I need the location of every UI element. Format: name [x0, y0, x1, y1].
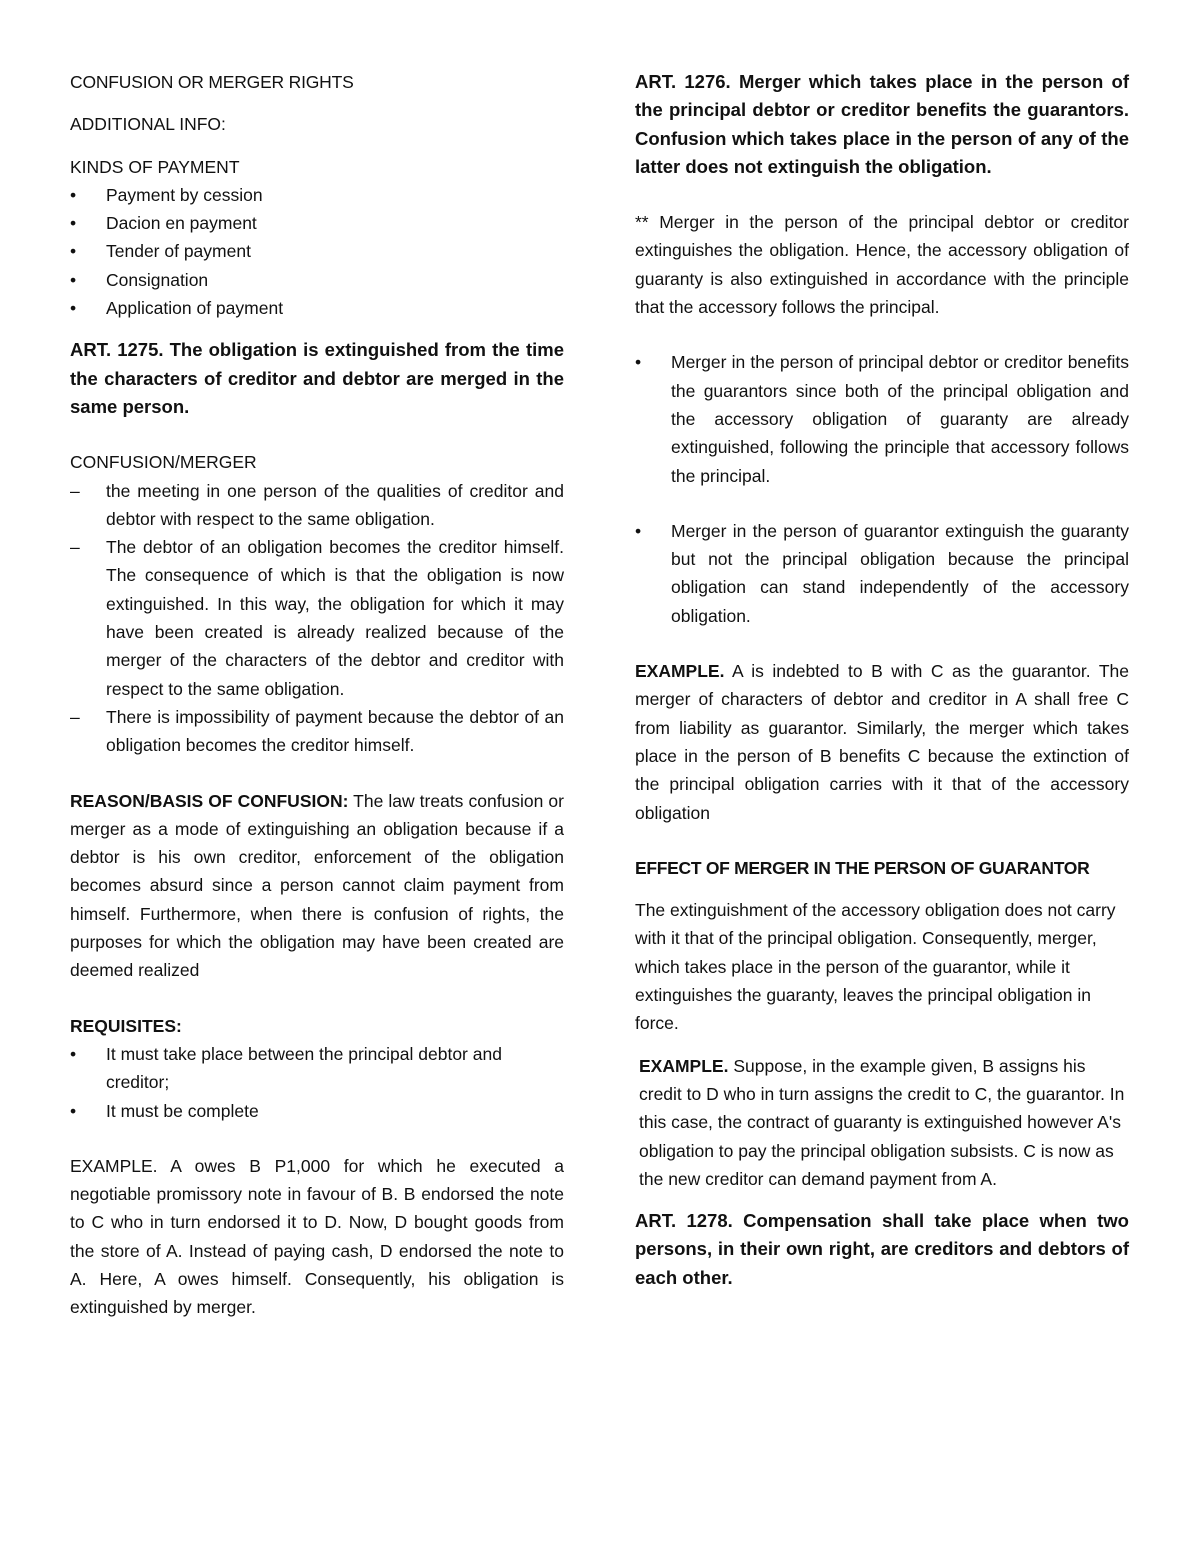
example-text: A is indebted to B with C as the guarantor. The merger of characters of debtor and creditor in A shall free C from liability as guarantor. Similarly, the merger which takes place in the person of B benefits C because the extinction of the principal obligation carries with it that of the accessory obligation [635, 661, 1129, 823]
list-item: • It must be complete [70, 1097, 564, 1125]
list-item: – The debtor of an obligation becomes the creditor himself. The consequence of which is that the obligation is now extinguished. In this way, the obligation for which it may have been created is already realized because of the merger of the characters of the debtor and creditor with respect to the same obligation. [70, 533, 564, 703]
example-paragraph: EXAMPLE. A owes B P1,000 for which he executed a negotiable promissory note in favour of B. B endorsed the note to C who in turn endorsed it to D. Now, D bought goods from the store of A. Instead of paying cash, D endorsed the note to A. Here, A owes himself. Consequently, his obligation is extinguished by merger. [70, 1155, 564, 1318]
example-text: Suppose, in the example given, B assigns his credit to D who in turn assigns the credit to C, the guarantor. In this case, the contract of guaranty is extinguished however A's obligation to pay the principal obligation subsists. C is now as the new creditor can demand payment from A. [639, 1055, 1125, 1189]
requisites-heading: REQUISITES: [70, 1015, 182, 1036]
merger-bullet-1 [635, 348, 1129, 489]
effect-heading: EFFECT OF MERGER IN THE PERSON OF GUARANTOR [635, 857, 1090, 878]
reason-label: REASON/BASIS OF CONFUSION: [70, 790, 349, 811]
example-label: EXAMPLE. [635, 661, 725, 682]
list-item: • Payment by cession [70, 181, 564, 209]
list-item: – the meeting in one person of the qualities of creditor and debtor with respect to the same obligation. [70, 477, 564, 534]
effect-paragraph: The extinguishment of the accessory obligation does not carry with it that of the principal obligation. Consequently, merger, which takes place in the person of the guarantor, while it extinguishes the guaranty, leaves the principal obligation in force. [635, 900, 1116, 1034]
merger-note: ** Merger in the person of the principal debtor or creditor extinguishes the obligation. Hence, the accessory obligation of guaranty is also extinguished in accordance with the principle that the accessory follows the principal. [635, 212, 1129, 318]
merger-bullet-2 [635, 517, 1129, 630]
list-item: – There is impossibility of payment because the debtor of an obligation becomes the creditor himself. [70, 703, 564, 760]
list-item: • Dacion en payment [70, 209, 564, 237]
right-column [635, 68, 1129, 1292]
reason-paragraph [70, 787, 564, 985]
list-item: • Merger in the person of guarantor extinguish the guaranty but not the principal obligation because the principal obligation can stand independently of the accessory obligation. [635, 517, 1129, 630]
article-1278: ART. 1278. Compensation shall take place when two persons, in their own right, are creditors and debtors of each other. [635, 1210, 1129, 1288]
additional-info-heading: ADDITIONAL INFO: [70, 114, 226, 135]
confusion-merger-list [70, 477, 564, 760]
left-column [70, 68, 564, 1322]
kinds-of-payment-list [70, 181, 564, 322]
example-assignment-paragraph [635, 1052, 1129, 1193]
example-label: EXAMPLE. [639, 1055, 729, 1076]
confusion-merger-heading: CONFUSION/MERGER [70, 452, 257, 473]
reason-text: The law treats confusion or merger as a mode of extinguishing an obligation because if a debtor is his own creditor, enforcement of the obligation becomes absurd since a person cannot claim payment from himself. Furthermore, when there is confusion of rights, the purposes for which the obligation may have been created are deemed realized [70, 790, 564, 981]
list-item: • Merger in the person of principal debtor or creditor benefits the guarantors since both of the principal obligation and the accessory obligation of guaranty are already extinguished, following the principle that accessory follows the principal. [635, 348, 1129, 489]
kinds-of-payment-heading: KINDS OF PAYMENT [70, 156, 240, 177]
list-item: • It must take place between the principal debtor and creditor; [70, 1040, 564, 1097]
example-guarantor-paragraph [635, 657, 1129, 827]
list-item: • Application of payment [70, 294, 564, 322]
requisites-list [70, 1040, 564, 1125]
article-1276: ART. 1276. Merger which takes place in the person of the principal debtor or creditor benefits the guarantors. Confusion which takes place in the person of any of the latter does not extinguish the obligation. [635, 71, 1129, 177]
list-item: • Tender of payment [70, 237, 564, 265]
article-1275: ART. 1275. The obligation is extinguished from the time the characters of creditor and debtor are merged in the same person. [70, 339, 564, 417]
document-title: CONFUSION OR MERGER RIGHTS [70, 72, 354, 92]
list-item: • Consignation [70, 266, 564, 294]
